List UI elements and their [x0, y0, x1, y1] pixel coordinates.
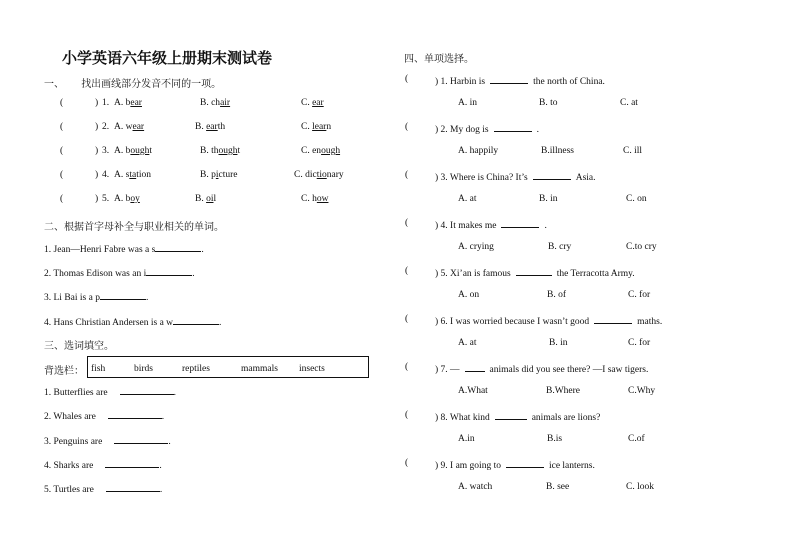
fill-in-tail: . — [219, 318, 222, 328]
question-stem: ) 5. Xi’an is famous — [435, 269, 511, 279]
fill-in-text: 2. Thomas Edison was an i — [44, 269, 147, 279]
choice-option[interactable]: C.of — [628, 434, 645, 444]
underlined-sound: ear — [206, 122, 218, 132]
option-letter: C. — [301, 122, 313, 132]
answer-blank[interactable] — [108, 409, 162, 419]
answer-paren: ( — [60, 194, 64, 204]
question-number: 1. — [102, 98, 110, 108]
answer-blank[interactable] — [594, 314, 632, 324]
answer-paren: ( — [405, 362, 409, 372]
underlined-sound: ear — [132, 122, 145, 132]
fill-in-item — [44, 266, 195, 279]
choice-option[interactable]: B. see — [546, 482, 570, 492]
fill-in-item — [44, 434, 171, 447]
underlined-sound: oy — [130, 194, 140, 204]
answer-blank[interactable] — [516, 266, 552, 276]
fill-in-tail: . — [168, 437, 171, 447]
option-letter: A. — [114, 122, 126, 132]
option-letter: C. — [301, 98, 313, 108]
word-part: ch — [211, 98, 221, 108]
choice-option[interactable]: A.in — [458, 434, 475, 444]
underlined-sound: ough — [321, 146, 341, 156]
fill-in-item — [44, 242, 204, 255]
question-stem-tail: animals are lions? — [531, 413, 601, 423]
option-b — [195, 194, 216, 204]
answer-blank[interactable] — [173, 315, 219, 325]
word-part: th — [217, 122, 226, 132]
fill-in-item — [44, 315, 221, 328]
section1-heading-text: 找出画线部分发音不同的一项。 — [81, 79, 222, 90]
question-text — [435, 122, 539, 135]
answer-paren: ( — [405, 266, 409, 276]
option-c — [294, 170, 344, 180]
question-stem-tail: the Terracotta Army. — [556, 269, 635, 279]
option-b — [195, 122, 225, 132]
question-stem: ) 3. Where is China? It’s — [435, 173, 528, 183]
word-part: th — [211, 146, 219, 156]
answer-blank[interactable] — [490, 74, 528, 84]
answer-paren: ( — [405, 122, 409, 132]
word-bank-word: fish — [91, 364, 106, 374]
option-b — [200, 98, 230, 108]
question-stem-tail: . — [536, 125, 539, 135]
answer-paren: ) — [95, 122, 99, 132]
answer-blank[interactable] — [100, 290, 146, 300]
answer-paren: ) — [95, 194, 99, 204]
fill-in-text: 4. Hans Christian Andersen is a w — [44, 318, 174, 328]
fill-in-item — [44, 409, 164, 422]
question-number: 2. — [102, 122, 110, 132]
option-c — [301, 122, 331, 132]
fill-in-text: 3. Li Bai is a p — [44, 293, 100, 303]
answer-paren: ( — [405, 314, 409, 324]
choice-option[interactable]: B.Where — [546, 386, 581, 396]
choice-option[interactable]: C.to cry — [626, 242, 657, 252]
option-b — [200, 170, 237, 180]
word-part: b — [125, 98, 131, 108]
choice-option[interactable]: B. of — [547, 290, 566, 300]
option-letter: B. — [200, 146, 212, 156]
option-c — [301, 194, 328, 204]
word-part: s — [125, 170, 130, 180]
option-c — [301, 98, 324, 108]
choice-option[interactable]: C. ill — [623, 146, 643, 156]
word-part: b — [125, 146, 131, 156]
underlined-sound: tio — [316, 170, 327, 180]
question-stem-tail: ice lanterns. — [548, 461, 595, 471]
section1-heading-num: 一、 — [44, 79, 64, 90]
choice-option[interactable]: B. in — [539, 194, 558, 204]
question-stem: ) 1. Harbin is — [435, 77, 486, 87]
answer-paren: ( — [405, 170, 409, 180]
option-letter: A. — [114, 170, 126, 180]
question-number: 4. — [102, 170, 110, 180]
section4-heading: 四、单项选择。 — [404, 54, 474, 65]
word-part: w — [125, 122, 133, 132]
answer-paren: ( — [405, 458, 409, 468]
answer-blank[interactable] — [494, 122, 532, 132]
fill-in-item — [44, 482, 162, 495]
fill-in-item — [44, 385, 176, 398]
question-text — [435, 410, 600, 423]
fill-in-tail: . — [201, 245, 204, 255]
question-text — [435, 314, 662, 327]
answer-paren: ( — [405, 74, 409, 84]
answer-paren: ) — [95, 146, 99, 156]
underlined-sound: i — [215, 170, 219, 180]
fill-in-text: 1. Butterflies are — [44, 388, 108, 398]
option-letter: C. — [294, 170, 306, 180]
question-stem: ) 4. It makes me — [435, 221, 497, 231]
answer-blank[interactable] — [155, 242, 201, 252]
word-box-label: 背选栏： — [44, 366, 84, 377]
underlined-sound: ough — [218, 146, 238, 156]
option-letter: B. — [200, 98, 212, 108]
choice-option[interactable]: A. at — [458, 338, 477, 348]
question-stem-tail: maths. — [637, 317, 663, 327]
word-bank-word: reptiles — [182, 364, 210, 374]
word-part: dic — [305, 170, 317, 180]
answer-paren: ) — [95, 170, 99, 180]
underlined-sound: ear — [130, 98, 142, 108]
answer-paren: ( — [405, 410, 409, 420]
question-stem: ) 2. My dog is — [435, 125, 489, 135]
fill-in-tail: . — [145, 293, 149, 303]
fill-in-tail: . — [161, 412, 165, 422]
option-letter: B. — [195, 122, 207, 132]
word-part: nary — [326, 170, 344, 180]
fill-in-text: 2. Whales are — [44, 412, 96, 422]
answer-paren: ) — [95, 98, 99, 108]
answer-blank[interactable] — [120, 385, 174, 395]
choice-option[interactable]: A. on — [458, 290, 480, 300]
choice-option[interactable]: A. in — [458, 98, 477, 108]
answer-blank[interactable] — [501, 218, 539, 228]
option-b — [200, 146, 240, 156]
answer-paren: ( — [60, 122, 64, 132]
word-part: l — [213, 194, 217, 204]
word-box — [87, 356, 369, 378]
section2-heading: 二、根据首字母补全与职业相关的单词。 — [44, 222, 224, 233]
word-part: t — [237, 146, 241, 156]
section1-heading — [44, 75, 221, 90]
section3-heading: 三、选词填空。 — [44, 341, 114, 352]
option-a — [114, 146, 152, 156]
option-letter: A. — [114, 194, 126, 204]
question-text — [435, 218, 547, 231]
question-stem-tail: Asia. — [575, 173, 596, 183]
underlined-sound: ow — [316, 194, 329, 204]
question-text — [435, 74, 605, 87]
option-letter: C. — [301, 146, 313, 156]
answer-blank[interactable] — [533, 170, 571, 180]
word-part: t — [149, 146, 153, 156]
fill-in-text: 5. Turtles are — [44, 485, 94, 495]
choice-option[interactable]: C. look — [626, 482, 654, 492]
underlined-sound: oi — [206, 194, 214, 204]
option-letter: C. — [301, 194, 313, 204]
choice-option[interactable]: A. watch — [458, 482, 493, 492]
question-stem: ) 6. I was worried because I wasn’t good — [435, 317, 590, 327]
word-part: h — [312, 194, 317, 204]
answer-blank[interactable] — [465, 362, 485, 372]
word-bank-word: birds — [134, 364, 153, 374]
question-stem: ) 9. I am going to — [435, 461, 501, 471]
question-text — [435, 170, 596, 183]
answer-blank[interactable] — [105, 458, 159, 468]
choice-option[interactable]: A. happily — [458, 146, 499, 156]
option-letter: B. — [195, 194, 207, 204]
option-a — [114, 170, 151, 180]
option-a — [114, 194, 140, 204]
choice-option[interactable]: A.What — [458, 386, 488, 396]
option-letter: B. — [200, 170, 212, 180]
answer-blank[interactable] — [495, 410, 527, 420]
choice-option[interactable]: A. crying — [458, 242, 494, 252]
answer-paren: ( — [60, 170, 64, 180]
underlined-sound: ough — [130, 146, 150, 156]
question-stem-tail: the north of China. — [533, 77, 605, 87]
fill-in-text: 3. Penguins are — [44, 437, 103, 447]
question-stem: ) 7. — — [435, 365, 460, 375]
choice-option[interactable]: B.illness — [541, 146, 574, 156]
answer-blank[interactable] — [114, 434, 168, 444]
choice-option[interactable]: B.is — [547, 434, 563, 444]
word-part: p — [211, 170, 216, 180]
option-letter: A. — [114, 146, 126, 156]
answer-blank[interactable] — [506, 458, 544, 468]
underlined-sound: lear — [312, 122, 327, 132]
choice-option[interactable]: B. in — [549, 338, 568, 348]
fill-in-tail: . — [159, 485, 163, 495]
choice-option[interactable]: B. cry — [548, 242, 572, 252]
choice-option[interactable]: C. for — [628, 290, 651, 300]
choice-option[interactable]: C. for — [628, 338, 651, 348]
word-part: tion — [136, 170, 151, 180]
choice-option[interactable]: C.Why — [628, 386, 656, 396]
underlined-sound: ta — [129, 170, 137, 180]
option-letter: A. — [114, 98, 126, 108]
fill-in-item — [44, 290, 148, 303]
word-part: b — [125, 194, 131, 204]
option-c — [301, 146, 340, 156]
question-number: 5. — [102, 194, 110, 204]
choice-option[interactable]: B. to — [539, 98, 558, 108]
fill-in-text: 4. Sharks are — [44, 461, 94, 471]
question-stem: ) 8. What kind — [435, 413, 490, 423]
question-text — [435, 458, 595, 471]
word-part: n — [326, 122, 332, 132]
answer-paren: ( — [60, 146, 64, 156]
answer-blank[interactable] — [146, 266, 192, 276]
choice-option[interactable]: C. at — [620, 98, 638, 108]
fill-in-tail: . — [159, 461, 162, 471]
word-bank-word: insects — [299, 364, 325, 374]
question-number: 3. — [102, 146, 110, 156]
question-stem-tail: animals did you see there? —I saw tigers. — [489, 365, 649, 375]
answer-blank[interactable] — [106, 482, 160, 492]
underlined-sound: ear — [312, 98, 324, 108]
question-stem-tail: . — [544, 221, 547, 231]
fill-in-text: 1. Jean—Henri Fabre was a s — [44, 245, 156, 255]
answer-paren: ( — [60, 98, 64, 108]
word-part: cture — [218, 170, 238, 180]
word-part: en — [312, 146, 322, 156]
word-bank-word: mammals — [241, 364, 278, 374]
fill-in-item — [44, 458, 162, 471]
choice-option[interactable]: A. at — [458, 194, 477, 204]
choice-option[interactable]: C. on — [626, 194, 647, 204]
page-title: 小学英语六年级上册期末测试卷 — [62, 49, 273, 67]
fill-in-tail: . — [192, 269, 195, 279]
underlined-sound: air — [220, 98, 231, 108]
fill-in-tail: . — [173, 388, 176, 398]
question-text — [435, 266, 635, 279]
answer-paren: ( — [405, 218, 409, 228]
question-text — [435, 362, 648, 375]
option-a — [114, 98, 142, 108]
option-a — [114, 122, 144, 132]
